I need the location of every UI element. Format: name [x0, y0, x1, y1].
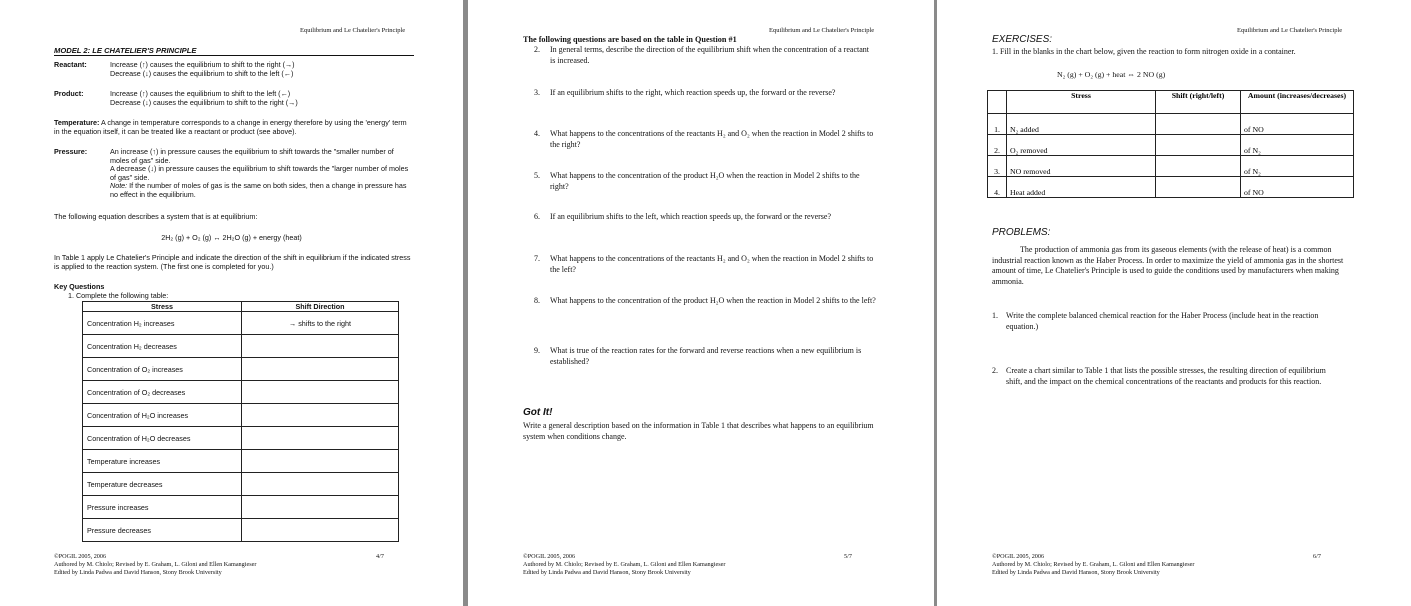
equation: 2H₂ (g) + O₂ (g) ↔ 2H₂O (g) + energy (heat) — [161, 233, 302, 242]
amount-cell: of N₂ — [1241, 156, 1354, 177]
stress-cell: Concentration H₂ decreases — [83, 335, 242, 358]
footer — [992, 553, 1194, 577]
table-row — [988, 156, 1354, 177]
question-number: 2. — [534, 45, 540, 54]
shift-cell — [1156, 156, 1241, 177]
table-row — [83, 335, 399, 358]
equation-intro: The following equation describes a system that is at equilibrium: — [54, 212, 258, 221]
table-intro: In Table 1 apply Le Chatelier's Principle and indicate the direction of the shift in equilibrium if the indicated stress is applied to the reaction system. (The first one is completed for you.) — [54, 253, 411, 271]
product-increase: Increase (↑) causes the equilibrium to shift to the left (←) — [110, 89, 291, 98]
stress-cell: Pressure decreases — [83, 519, 242, 542]
footer-editors: Edited by Linda Padwa and David Hanson, Stony Brook University — [992, 569, 1160, 576]
question-8 — [536, 296, 876, 307]
table-row — [83, 312, 399, 335]
problem-2-text: Create a chart similar to Table 1 that lists the possible stresses, the resulting direction of equilibrium shift, and the impact on the chemical concentrations of the reactants and products for this reaction. — [1006, 366, 1326, 386]
shift-cell — [1156, 177, 1241, 198]
footer-authors: Authored by M. Chiolo; Revised by E. Graham, L. Giloni and Ellen Kamangieser — [54, 561, 257, 568]
question-text: What happens to the concentrations of the reactants H₂ and O₂ when the reaction in Model 2 shifts to the right? — [550, 129, 874, 149]
pressure-rules — [110, 148, 410, 199]
running-header: Equilibrium and Le Chatelier's Principle — [300, 27, 406, 34]
question-2 — [536, 45, 876, 66]
table-row — [988, 114, 1354, 135]
page-5 — [468, 0, 934, 606]
row-number: 2. — [988, 135, 1007, 156]
product-decrease: Decrease (↓) causes the equilibrium to shift to the right (→) — [110, 97, 298, 107]
table-row — [83, 473, 399, 496]
table-row — [988, 135, 1354, 156]
table-row — [83, 404, 399, 427]
row-number: 1. — [988, 114, 1007, 135]
problem-2 — [992, 366, 1342, 387]
temperature-label: Temperature: — [54, 118, 100, 127]
stress-cell: N₂ added — [1007, 114, 1156, 135]
footer — [523, 553, 725, 577]
shift-cell — [242, 519, 399, 542]
page-4 — [0, 0, 463, 606]
pressure-note — [110, 182, 410, 199]
question-1: 1. Complete the following table: — [68, 291, 169, 300]
problem-2-number: 2. — [992, 366, 998, 375]
shift-direction-header: Shift Direction — [242, 302, 399, 312]
question-3 — [536, 88, 876, 99]
amount-cell: of NO — [1241, 114, 1354, 135]
problems-paragraph: The production of ammonia gas from its gaseous elements (with the release of heat) is a common industrial reaction known as the Haber Process. In order to maximize the yield of ammonia gas in the shortest amount of time, Le Chatelier's Principle is used to guide the conditions used by manufacturers when making ammonia. — [992, 245, 1344, 286]
question-text: If an equilibrium shifts to the left, which reaction speeds up, the forward or the reverse? — [550, 212, 832, 221]
question-6 — [536, 212, 876, 223]
table-row — [83, 519, 399, 542]
footer-copyright: ©POGIL 2005, 2006 — [992, 553, 1045, 560]
page-number: 6/7 — [1313, 553, 1321, 560]
problem-1 — [992, 311, 1342, 332]
question-number: 9. — [534, 346, 540, 355]
stress-shift-table — [82, 301, 399, 542]
question-text: What happens to the concentration of the product H₂O when the reaction in Model 2 shifts to the left? — [550, 296, 876, 305]
question-text: In general terms, describe the direction of the equilibrium shift when the concentration of a reactant is increased. — [550, 45, 869, 65]
questions-intro: The following questions are based on the table in Question #1 — [523, 35, 737, 44]
stress-cell: Heat added — [1007, 177, 1156, 198]
question-9 — [536, 346, 876, 367]
table-row — [83, 427, 399, 450]
shift-cell — [1156, 114, 1241, 135]
product-label: Product: — [54, 89, 84, 98]
question-number: 6. — [534, 212, 540, 221]
nitrogen-oxide-table — [987, 90, 1354, 198]
footer-authors: Authored by M. Chiolo; Revised by E. Graham, L. Giloni and Ellen Kamangieser — [523, 561, 726, 568]
running-header: Equilibrium and Le Chatelier's Principle — [769, 27, 875, 34]
stress-header: Stress — [1007, 91, 1156, 114]
question-text: What is true of the reaction rates for the forward and reverse reactions when a new equilibrium is established? — [550, 346, 862, 366]
shift-cell — [242, 427, 399, 450]
shift-cell — [242, 496, 399, 519]
shift-cell — [242, 335, 399, 358]
question-number: 4. — [534, 129, 540, 138]
question-number: 8. — [534, 296, 540, 305]
exercises-heading: EXERCISES: — [992, 34, 1053, 45]
problem-1-text: Write the complete balanced chemical reaction for the Haber Process (include heat in the reaction equation.) — [1006, 311, 1319, 331]
stress-cell: Concentration H₂ increases — [83, 312, 242, 335]
key-questions-heading: Key Questions — [54, 282, 105, 291]
reactant-rules — [110, 61, 410, 78]
footer-editors: Edited by Linda Padwa and David Hanson, Stony Brook University — [523, 569, 691, 576]
stress-header: Stress — [83, 302, 242, 312]
shift-cell — [242, 450, 399, 473]
stress-cell: Concentration of H₂O increases — [83, 404, 242, 427]
row-number: 4. — [988, 177, 1007, 198]
table-row — [83, 450, 399, 473]
footer-copyright: ©POGIL 2005, 2006 — [54, 553, 107, 560]
table-row — [988, 177, 1354, 198]
product-rules — [110, 90, 410, 107]
row-number: 3. — [988, 156, 1007, 177]
table-header-row — [988, 91, 1354, 114]
footer — [54, 553, 256, 577]
pressure-decrease: A decrease (↓) in pressure causes the equilibrium to shift towards the "larger number of moles of gas" side. — [110, 164, 409, 182]
shift-cell — [1156, 135, 1241, 156]
table-row — [83, 381, 399, 404]
note-label: Note: — [110, 181, 128, 190]
table-row — [83, 358, 399, 381]
stress-cell: NO removed — [1007, 156, 1156, 177]
stress-cell: Temperature increases — [83, 450, 242, 473]
shift-cell — [242, 381, 399, 404]
temperature-text: A change in temperature corresponds to a change in energy therefore by using the 'energy' term in the equation itself, it can be treated like a reactant or product (see above). — [54, 118, 407, 136]
question-number: 7. — [534, 254, 540, 263]
got-it-text: Write a general description based on the information in Table 1 that describes what happens to an equilibrium system when conditions change. — [523, 421, 874, 441]
stress-cell: Concentration of O₂ increases — [83, 358, 242, 381]
question-7 — [536, 254, 876, 275]
running-header: Equilibrium and Le Chatelier's Principle — [1237, 27, 1343, 34]
shift-cell: → shifts to the right — [242, 312, 399, 335]
stress-cell: Concentration of O₂ decreases — [83, 381, 242, 404]
question-text: What happens to the concentrations of the reactants H₂ and O₂ when the reaction in Model 2 shifts to the left? — [550, 254, 874, 274]
question-text: What happens to the concentration of the product H₂O when the reaction in Model 2 shifts to the right? — [550, 171, 860, 191]
footer-copyright: ©POGIL 2005, 2006 — [523, 553, 576, 560]
page-number: 5/7 — [844, 553, 852, 560]
shift-cell — [242, 404, 399, 427]
exercise-1: 1. Fill in the blanks in the chart below, given the reaction to form nitrogen oxide in a container. — [992, 47, 1296, 56]
amount-cell: of N₂ — [1241, 135, 1354, 156]
question-number: 3. — [534, 88, 540, 97]
table-row — [83, 496, 399, 519]
temperature-paragraph — [54, 119, 409, 136]
shift-cell — [242, 358, 399, 381]
reactant-label: Reactant: — [54, 60, 87, 69]
page-number: 4/7 — [376, 553, 384, 560]
reactant-increase: Increase (↑) causes the equilibrium to shift to the right (→) — [110, 60, 295, 69]
stress-cell: Pressure increases — [83, 496, 242, 519]
nitrogen-oxide-reaction: N₂ (g) + O₂ (g) + heat ⇔ 2 NO (g) — [1057, 70, 1166, 79]
number-header — [988, 91, 1007, 114]
table-header-row — [83, 302, 399, 312]
shift-header: Shift (right/left) — [1156, 91, 1241, 114]
question-4 — [536, 129, 876, 150]
amount-cell: of NO — [1241, 177, 1354, 198]
amount-header: Amount (increases/decreases) — [1241, 91, 1354, 114]
model-title: MODEL 2: LE CHATELIER'S PRINCIPLE — [54, 46, 414, 56]
got-it-heading: Got It! — [523, 407, 553, 418]
stress-cell: O₂ removed — [1007, 135, 1156, 156]
footer-editors: Edited by Linda Padwa and David Hanson, Stony Brook University — [54, 569, 222, 576]
pressure-increase: An increase (↑) in pressure causes the equilibrium to shift towards the "smaller number of moles of gas" side. — [110, 147, 394, 165]
shift-cell — [242, 473, 399, 496]
stress-cell: Temperature decreases — [83, 473, 242, 496]
question-5 — [536, 171, 876, 192]
pressure-label: Pressure: — [54, 147, 88, 156]
note-text: If the number of moles of gas is the same on both sides, then a change in pressure has no effect in the equilibrium. — [110, 181, 407, 199]
footer-authors: Authored by M. Chiolo; Revised by E. Graham, L. Giloni and Ellen Kamangieser — [992, 561, 1195, 568]
stress-cell: Concentration of H₂O decreases — [83, 427, 242, 450]
reactant-decrease: Decrease (↓) causes the equilibrium to shift to the left (←) — [110, 68, 294, 78]
problems-heading: PROBLEMS: — [992, 227, 1051, 238]
question-text: If an equilibrium shifts to the right, which reaction speeds up, the forward or the reverse? — [550, 88, 836, 97]
question-number: 5. — [534, 171, 540, 180]
problem-1-number: 1. — [992, 311, 998, 320]
